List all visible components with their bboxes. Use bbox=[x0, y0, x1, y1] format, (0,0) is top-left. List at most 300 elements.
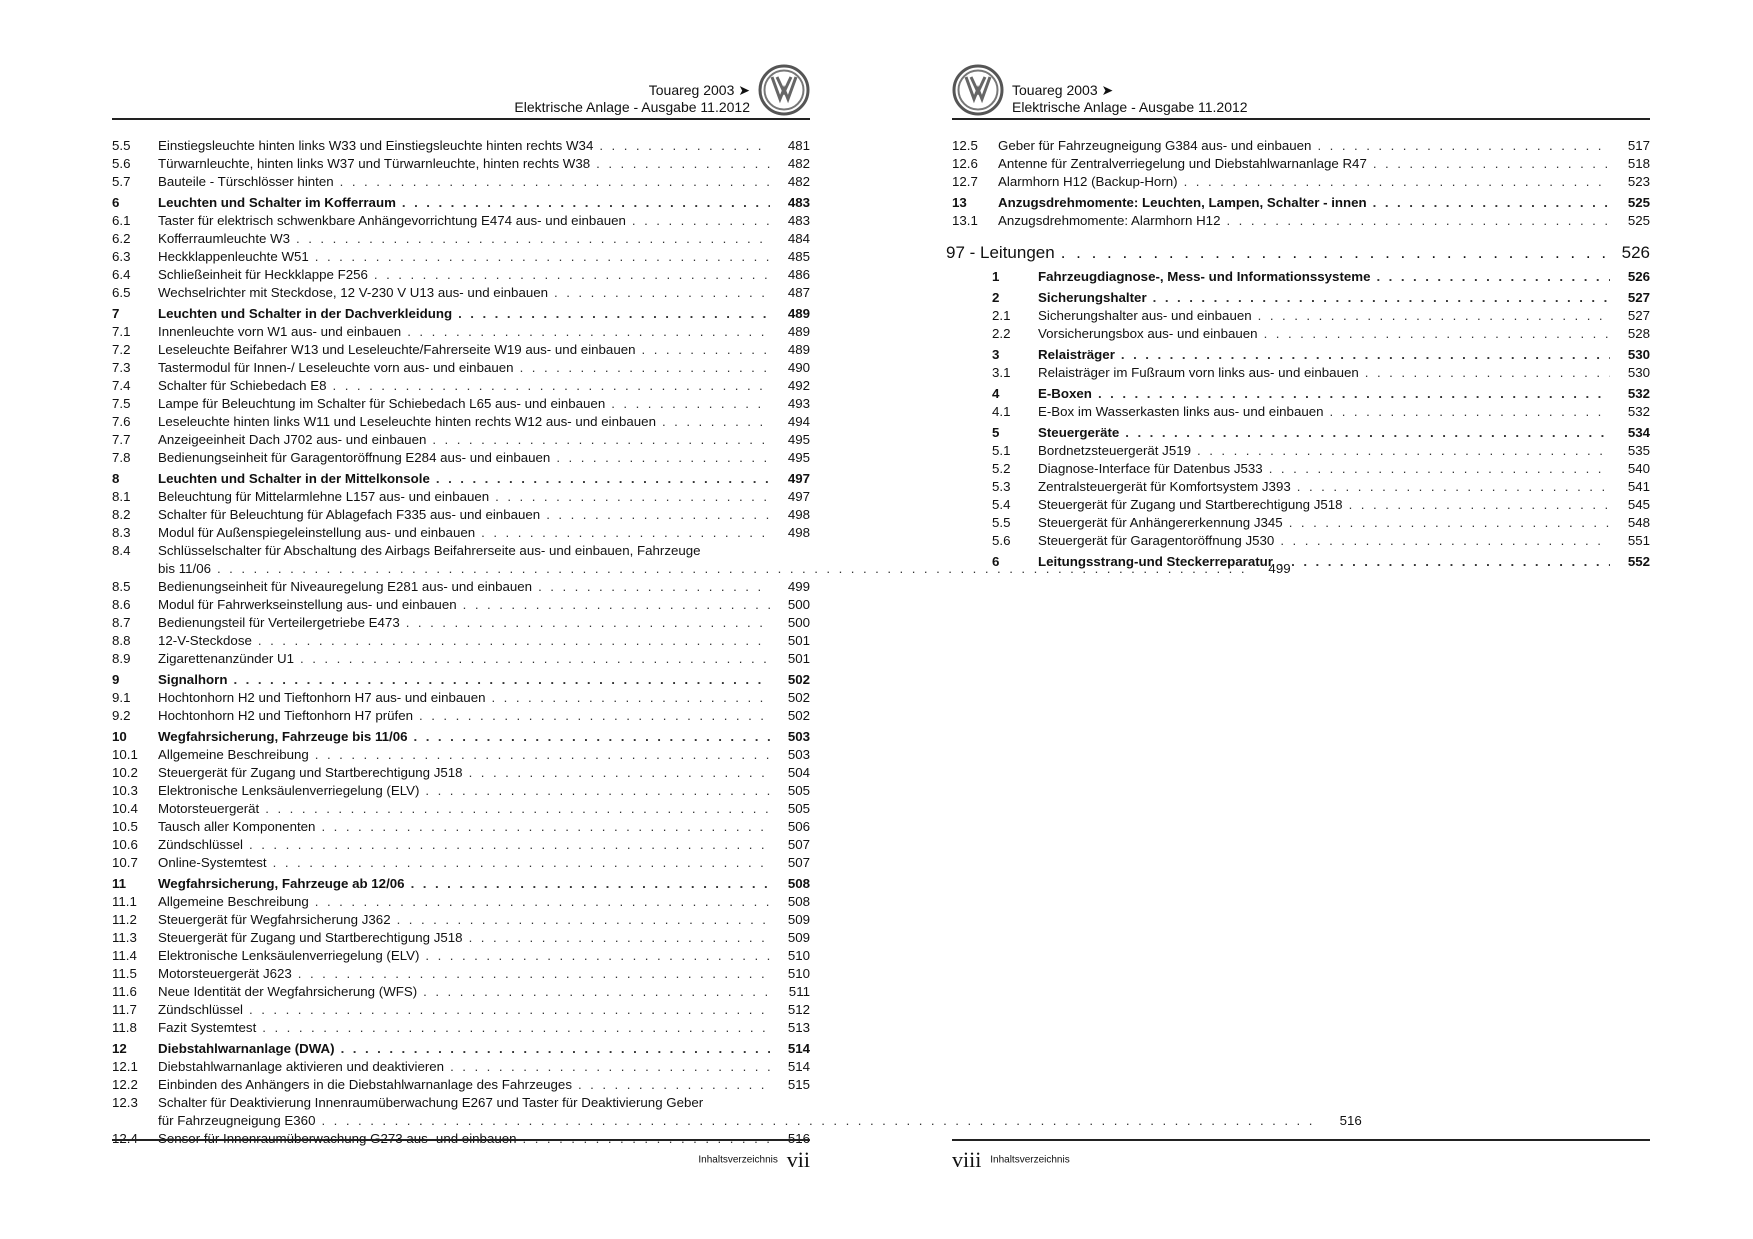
entry-number: 8.6 bbox=[112, 597, 131, 612]
entry-number: 13.1 bbox=[952, 213, 978, 228]
entry-number: 11.2 bbox=[112, 912, 137, 927]
entry-title: 12-V-Steckdose bbox=[158, 633, 252, 648]
entry-number: 11.4 bbox=[112, 948, 137, 963]
entry-text bbox=[158, 764, 770, 782]
entry-number: 7.7 bbox=[112, 432, 131, 447]
entry-number: 4.1 bbox=[992, 404, 1011, 419]
entry-title: Anzugsdrehmomente: Alarmhorn H12 bbox=[998, 213, 1221, 228]
entry-page: 528 bbox=[1627, 326, 1650, 341]
entry-title: Antenne für Zentralverriegelung und Diebstahlwarnanlage R47 bbox=[998, 156, 1367, 171]
entry-title: Allgemeine Beschreibung bbox=[158, 894, 309, 909]
toc-section-entry[interactable] bbox=[112, 875, 810, 893]
chapter-page: 526 bbox=[1621, 243, 1650, 262]
dot-leader bbox=[423, 983, 770, 1001]
entry-page: 505 bbox=[787, 801, 810, 816]
toc-entry[interactable] bbox=[112, 449, 810, 467]
entry-number: 3 bbox=[992, 347, 1000, 362]
entry-text bbox=[158, 707, 770, 725]
entry-page: 483 bbox=[787, 195, 810, 210]
entry-title: Steuergeräte bbox=[1038, 425, 1120, 440]
header-subtitle: Elektrische Anlage - Ausgabe 11.2012 bbox=[514, 99, 750, 115]
toc-entry[interactable] bbox=[112, 248, 810, 266]
entry-text bbox=[158, 194, 770, 212]
dot-leader bbox=[546, 506, 770, 524]
entry-title: Tausch aller Komponenten bbox=[158, 819, 316, 834]
entry-number: 11.3 bbox=[112, 930, 137, 945]
entry-page: 516 bbox=[1339, 1113, 1362, 1128]
entry-number: 7.3 bbox=[112, 360, 131, 375]
entry-title: Schalter für Deaktivierung Innenraumüberwachung E267 und Taster für Deaktivierung Geber bbox=[158, 1095, 704, 1110]
entry-text bbox=[158, 359, 770, 377]
entry-text bbox=[158, 377, 770, 395]
entry-text bbox=[1038, 424, 1610, 442]
entry-text bbox=[158, 911, 770, 929]
entry-number: 8.2 bbox=[112, 507, 131, 522]
entry-title: Bedienungseinheit für Niveauregelung E281 aus- und einbauen bbox=[158, 579, 533, 594]
toc-entry[interactable] bbox=[112, 431, 810, 449]
toc-entry[interactable] bbox=[112, 137, 810, 155]
entry-title: Geber für Fahrzeugneigung G384 aus- und einbauen bbox=[998, 138, 1312, 153]
entry-text bbox=[1038, 364, 1610, 382]
entry-title: Online-Systemtest bbox=[158, 855, 267, 870]
entry-number: 12.7 bbox=[952, 174, 978, 189]
toc-entry[interactable] bbox=[952, 173, 1650, 191]
toc-entry[interactable] bbox=[112, 818, 810, 836]
entry-page: 530 bbox=[1627, 347, 1650, 362]
toc-entry[interactable] bbox=[112, 506, 810, 524]
entry-page: 516 bbox=[787, 1131, 810, 1146]
dot-leader bbox=[296, 230, 770, 248]
dot-leader bbox=[1289, 514, 1610, 532]
entry-number: 11.1 bbox=[112, 894, 137, 909]
entry-page: 510 bbox=[787, 966, 810, 981]
toc-entry[interactable] bbox=[112, 173, 810, 191]
toc-entry[interactable] bbox=[112, 707, 810, 725]
entry-title: Beleuchtung für Mittelarmlehne L157 aus- und einbauen bbox=[158, 489, 490, 504]
dot-leader bbox=[436, 470, 770, 488]
entry-text bbox=[158, 137, 770, 155]
entry-title: Taster für elektrisch schwenkbare Anhängevorrichtung E474 aus- und einbauen bbox=[158, 213, 626, 228]
toc-section-entry[interactable] bbox=[952, 346, 1650, 364]
entry-number: 7.6 bbox=[112, 414, 131, 429]
dot-leader bbox=[1197, 442, 1610, 460]
toc-section-entry[interactable] bbox=[952, 194, 1650, 212]
toc-entry[interactable] bbox=[952, 532, 1650, 550]
entry-text bbox=[158, 632, 770, 650]
footer-page-number: viii bbox=[952, 1147, 982, 1172]
toc-entry[interactable] bbox=[112, 650, 810, 668]
toc-entry[interactable] bbox=[952, 478, 1650, 496]
toc-entry[interactable] bbox=[952, 460, 1650, 478]
entry-number: 7 bbox=[112, 306, 120, 321]
entry-title: Türwarnleuchte, hinten links W37 und Türwarnleuchte, hinten rechts W38 bbox=[158, 156, 591, 171]
entry-number: 5.6 bbox=[992, 533, 1011, 548]
entry-number: 9 bbox=[112, 672, 120, 687]
dot-leader bbox=[1279, 553, 1610, 571]
entry-title: Einstiegsleuchte hinten links W33 und Einstiegsleuchte hinten rechts W34 bbox=[158, 138, 594, 153]
toc-entry[interactable] bbox=[952, 155, 1650, 173]
entry-number: 11.7 bbox=[112, 1002, 137, 1017]
toc-entry[interactable] bbox=[112, 1001, 810, 1019]
entry-text bbox=[158, 341, 770, 359]
entry-title: Leuchten und Schalter in der Dachverkleidung bbox=[158, 306, 453, 321]
entry-page: 502 bbox=[787, 672, 810, 687]
entry-number: 6 bbox=[992, 554, 1000, 569]
dot-leader bbox=[298, 965, 770, 983]
dot-leader bbox=[333, 377, 770, 395]
entry-page: 499 bbox=[1268, 561, 1291, 576]
toc-section-entry[interactable] bbox=[952, 385, 1650, 403]
dot-leader bbox=[258, 632, 770, 650]
entry-number: 8.7 bbox=[112, 615, 131, 630]
entry-text bbox=[158, 965, 770, 983]
toc-entry[interactable] bbox=[952, 325, 1650, 343]
entry-title: Wechselrichter mit Steckdose, 12 V-230 V U13 aus- und einbauen bbox=[158, 285, 549, 300]
toc-entry[interactable] bbox=[112, 614, 810, 632]
toc-section-entry[interactable] bbox=[112, 728, 810, 746]
entry-page: 545 bbox=[1627, 497, 1650, 512]
entry-text bbox=[1038, 496, 1610, 514]
toc-entry[interactable] bbox=[112, 965, 810, 983]
toc-entry[interactable] bbox=[952, 442, 1650, 460]
entry-number: 1 bbox=[992, 269, 1000, 284]
toc-entry[interactable] bbox=[112, 929, 810, 947]
dot-leader bbox=[538, 578, 770, 596]
entry-text bbox=[998, 173, 1610, 191]
toc-entry[interactable] bbox=[112, 266, 810, 284]
toc-section-entry[interactable] bbox=[952, 268, 1650, 286]
entry-number: 6 bbox=[112, 195, 120, 210]
toc-entry[interactable] bbox=[112, 155, 810, 173]
toc-entry[interactable] bbox=[112, 212, 810, 230]
toc-entry[interactable] bbox=[112, 800, 810, 818]
entry-number: 11.5 bbox=[112, 966, 137, 981]
toc-section-top bbox=[952, 137, 1650, 230]
dot-leader bbox=[469, 929, 770, 947]
entry-text bbox=[158, 506, 770, 524]
entry-title: Bedienungseinheit für Garagentoröffnung E284 aus- und einbauen bbox=[158, 450, 551, 465]
toc-entry[interactable] bbox=[952, 364, 1650, 382]
toc-section-entry[interactable] bbox=[952, 289, 1650, 307]
entry-number: 10.5 bbox=[112, 819, 138, 834]
toc-section-chapter bbox=[952, 268, 1650, 571]
toc-entry[interactable] bbox=[952, 137, 1650, 155]
dot-leader bbox=[520, 359, 770, 377]
entry-number: 2 bbox=[992, 290, 1000, 305]
dot-leader bbox=[556, 449, 770, 467]
entry-text bbox=[158, 614, 770, 632]
dot-leader bbox=[411, 875, 770, 893]
toc-entry[interactable] bbox=[112, 1058, 810, 1076]
toc-entry[interactable] bbox=[112, 341, 810, 359]
entry-number: 6.1 bbox=[112, 213, 131, 228]
toc-entry[interactable] bbox=[112, 488, 810, 506]
entry-page: 518 bbox=[1627, 156, 1650, 171]
entry-title: Steuergerät für Zugang und Startberechtigung J518 bbox=[1038, 497, 1343, 512]
toc-entry[interactable] bbox=[112, 746, 810, 764]
dot-leader bbox=[491, 689, 770, 707]
entry-number: 10.6 bbox=[112, 837, 138, 852]
entry-text bbox=[998, 137, 1610, 155]
entry-number: 5.6 bbox=[112, 156, 131, 171]
entry-title: Einbinden des Anhängers in die Diebstahlwarnanlage des Fahrzeuges bbox=[158, 1077, 572, 1092]
dot-leader bbox=[425, 947, 770, 965]
dot-leader bbox=[1226, 212, 1610, 230]
footer-rule bbox=[112, 1139, 810, 1141]
toc-chapter-entry[interactable] bbox=[946, 242, 1650, 264]
dot-leader bbox=[1264, 325, 1610, 343]
entry-number: 7.5 bbox=[112, 396, 131, 411]
toc-entry[interactable] bbox=[112, 983, 810, 1001]
entry-title: Hochtonhorn H2 und Tieftonhorn H7 prüfen bbox=[158, 708, 414, 723]
entry-text bbox=[158, 413, 770, 431]
entry-page: 548 bbox=[1627, 515, 1650, 530]
toc-list-right bbox=[946, 137, 1650, 571]
entry-page: 509 bbox=[787, 930, 810, 945]
dot-leader bbox=[1376, 268, 1610, 286]
entry-number: 12.5 bbox=[952, 138, 978, 153]
footer-page-number: vii bbox=[786, 1147, 810, 1172]
page-footer bbox=[698, 1147, 810, 1173]
entry-title: Motorsteuergerät bbox=[158, 801, 260, 816]
entry-number: 5.5 bbox=[992, 515, 1011, 530]
entry-page: 493 bbox=[787, 396, 810, 411]
entry-page: 552 bbox=[1627, 554, 1650, 569]
dot-leader bbox=[414, 728, 770, 746]
entry-page: 489 bbox=[787, 342, 810, 357]
entry-page: 502 bbox=[787, 690, 810, 705]
entry-text bbox=[1038, 325, 1610, 343]
vw-logo-icon bbox=[758, 64, 810, 116]
entry-number: 12.6 bbox=[952, 156, 978, 171]
entry-page: 487 bbox=[787, 285, 810, 300]
toc-section-entry[interactable] bbox=[952, 424, 1650, 442]
entry-page: 485 bbox=[787, 249, 810, 264]
entry-page: 508 bbox=[787, 894, 810, 909]
entry-page: 551 bbox=[1627, 533, 1650, 548]
entry-page: 535 bbox=[1627, 443, 1650, 458]
entry-title: Wegfahrsicherung, Fahrzeuge ab 12/06 bbox=[158, 876, 405, 891]
toc-entry[interactable] bbox=[112, 854, 810, 872]
dot-leader bbox=[596, 155, 770, 173]
toc-section-entry[interactable] bbox=[112, 1040, 810, 1058]
entry-text bbox=[1038, 478, 1610, 496]
header-title bbox=[1012, 82, 1248, 116]
entry-number: 12.2 bbox=[112, 1077, 138, 1092]
entry-text bbox=[158, 266, 770, 284]
entry-text bbox=[158, 1040, 770, 1058]
entry-title: Diebstahlwarnanlage aktivieren und deaktivieren bbox=[158, 1059, 445, 1074]
entry-number: 10.3 bbox=[112, 783, 138, 798]
toc-section-entry[interactable] bbox=[112, 194, 810, 212]
entry-title: Diagnose-Interface für Datenbus J533 bbox=[1038, 461, 1263, 476]
entry-page: 495 bbox=[787, 450, 810, 465]
footer-label: Inhaltsverzeichnis bbox=[698, 1154, 778, 1166]
entry-number: 10.2 bbox=[112, 765, 138, 780]
toc-entry[interactable] bbox=[112, 947, 810, 965]
dot-leader bbox=[1280, 532, 1610, 550]
toc-entry[interactable] bbox=[112, 911, 810, 929]
dot-leader bbox=[341, 1040, 770, 1058]
entry-page: 515 bbox=[787, 1077, 810, 1092]
entry-text bbox=[158, 1019, 770, 1037]
dot-leader bbox=[300, 650, 770, 668]
toc-entry[interactable] bbox=[112, 395, 810, 413]
page-footer bbox=[952, 1147, 1070, 1173]
entry-title: Bordnetzsteuergerät J519 bbox=[1038, 443, 1192, 458]
toc-entry[interactable] bbox=[112, 893, 810, 911]
toc-entry[interactable] bbox=[112, 596, 810, 614]
toc-entry[interactable] bbox=[112, 782, 810, 800]
entry-number: 13 bbox=[952, 195, 967, 210]
entry-page: 492 bbox=[787, 378, 810, 393]
toc-entry[interactable] bbox=[112, 764, 810, 782]
entry-title: Zigarettenanzünder U1 bbox=[158, 651, 295, 666]
entry-text bbox=[158, 173, 770, 191]
entry-page: 495 bbox=[787, 432, 810, 447]
toc-entry[interactable] bbox=[112, 1019, 810, 1037]
toc-entry[interactable] bbox=[952, 403, 1650, 421]
dot-leader bbox=[1365, 364, 1610, 382]
toc-entry[interactable] bbox=[112, 230, 810, 248]
dot-leader bbox=[407, 323, 770, 341]
entry-number: 10.1 bbox=[112, 747, 138, 762]
entry-page: 489 bbox=[787, 324, 810, 339]
entry-title: Steuergerät für Zugang und Startberechtigung J518 bbox=[158, 930, 463, 945]
toc-entry[interactable] bbox=[112, 413, 810, 431]
entry-text bbox=[158, 983, 770, 1001]
chapter-title: 97 - Leitungen bbox=[946, 243, 1055, 262]
entry-title: Diebstahlwarnanlage (DWA) bbox=[158, 1041, 335, 1056]
entry-number: 5.1 bbox=[992, 443, 1011, 458]
entry-text bbox=[158, 746, 770, 764]
entry-number: 5.7 bbox=[112, 174, 131, 189]
toc-section-entry[interactable] bbox=[112, 470, 810, 488]
entry-title: Kofferraumleuchte W3 bbox=[158, 231, 291, 246]
entry-number: 5.5 bbox=[112, 138, 131, 153]
entry-page: 489 bbox=[787, 306, 810, 321]
entry-number: 9.1 bbox=[112, 690, 131, 705]
toc-entry[interactable] bbox=[952, 307, 1650, 325]
entry-number: 2.1 bbox=[992, 308, 1011, 323]
entry-number: 9.2 bbox=[112, 708, 131, 723]
toc-entry[interactable] bbox=[112, 632, 810, 650]
page-header bbox=[952, 64, 1650, 120]
entry-text bbox=[1038, 532, 1610, 550]
toc-entry[interactable] bbox=[952, 496, 1650, 514]
entry-text bbox=[998, 212, 1610, 230]
entry-title: Relaisträger im Fußraum vorn links aus- und einbauen bbox=[1038, 365, 1359, 380]
entry-number: 5 bbox=[992, 425, 1000, 440]
entry-number: 6.3 bbox=[112, 249, 131, 264]
toc-entry[interactable] bbox=[112, 836, 810, 854]
entry-text bbox=[158, 155, 770, 173]
entry-number: 12.4 bbox=[112, 1131, 138, 1146]
entry-title: Heckklappenleuchte W51 bbox=[158, 249, 309, 264]
entry-number: 8.1 bbox=[112, 489, 131, 504]
toc-entry[interactable] bbox=[112, 578, 810, 596]
entry-title: Schalter für Beleuchtung für Ablagefach F335 aus- und einbauen bbox=[158, 507, 541, 522]
entry-number: 6.2 bbox=[112, 231, 131, 246]
entry-page: 486 bbox=[787, 267, 810, 282]
entry-page: 512 bbox=[787, 1002, 810, 1017]
toc-entry[interactable] bbox=[112, 524, 810, 542]
entry-text bbox=[1038, 460, 1610, 478]
entry-title: Steuergerät für Wegfahrsicherung J362 bbox=[158, 912, 391, 927]
entry-page: 501 bbox=[787, 633, 810, 648]
toc-entry[interactable] bbox=[112, 689, 810, 707]
header-subtitle: Elektrische Anlage - Ausgabe 11.2012 bbox=[1012, 99, 1248, 115]
toc-entry[interactable] bbox=[112, 359, 810, 377]
entry-number: 7.1 bbox=[112, 324, 131, 339]
dot-leader bbox=[315, 893, 770, 911]
entry-number: 12 bbox=[112, 1041, 127, 1056]
entry-number: 5.2 bbox=[992, 461, 1011, 476]
entry-number: 2.2 bbox=[992, 326, 1011, 341]
entry-page: 527 bbox=[1627, 290, 1650, 305]
entry-text bbox=[1038, 268, 1610, 286]
entry-text bbox=[1038, 403, 1610, 421]
entry-page: 498 bbox=[787, 525, 810, 540]
entry-text bbox=[158, 578, 770, 596]
dot-leader bbox=[315, 746, 770, 764]
toc-entry[interactable] bbox=[112, 284, 810, 302]
toc-entry[interactable] bbox=[112, 377, 810, 395]
entry-title: Steuergerät für Zugang und Startberechtigung J518 bbox=[158, 765, 463, 780]
entry-text bbox=[158, 596, 770, 614]
entry-text bbox=[158, 284, 770, 302]
toc-entry[interactable] bbox=[112, 1076, 810, 1094]
toc-section-entry[interactable] bbox=[952, 553, 1650, 571]
entry-title: Schlüsselschalter für Abschaltung des Airbags Beifahrerseite aus- und einbauen, Fahrzeuge bbox=[158, 543, 701, 558]
entry-title: Fazit Systemtest bbox=[158, 1020, 257, 1035]
right-page bbox=[946, 0, 1650, 1239]
entry-text bbox=[158, 728, 770, 746]
entry-title: Zündschlüssel bbox=[158, 1002, 243, 1017]
entry-title: Vorsicherungsbox aus- und einbauen bbox=[1038, 326, 1258, 341]
entry-number: 5.3 bbox=[992, 479, 1011, 494]
entry-title: Alarmhorn H12 (Backup-Horn) bbox=[998, 174, 1178, 189]
toc-entry[interactable] bbox=[952, 514, 1650, 532]
entry-number: 8.4 bbox=[112, 543, 131, 558]
dot-leader bbox=[1153, 289, 1610, 307]
entry-page: 503 bbox=[787, 729, 810, 744]
entry-page: 494 bbox=[787, 414, 810, 429]
entry-page: 527 bbox=[1627, 308, 1650, 323]
toc-entry[interactable] bbox=[112, 323, 810, 341]
entry-page: 505 bbox=[787, 783, 810, 798]
header-title bbox=[514, 82, 750, 116]
toc-section-entry[interactable] bbox=[112, 305, 810, 323]
vw-logo-icon bbox=[952, 64, 1004, 116]
entry-text bbox=[158, 1076, 770, 1094]
toc-section-entry[interactable] bbox=[112, 671, 810, 689]
dot-leader bbox=[1330, 403, 1610, 421]
toc-entry[interactable] bbox=[952, 212, 1650, 230]
entry-page: 532 bbox=[1627, 386, 1650, 401]
entry-number: 3.1 bbox=[992, 365, 1011, 380]
dot-leader bbox=[599, 137, 770, 155]
toc-entry[interactable] bbox=[112, 1094, 1362, 1130]
entry-page: 507 bbox=[787, 837, 810, 852]
dot-leader bbox=[1317, 137, 1610, 155]
entry-text bbox=[158, 248, 770, 266]
header-model: Touareg 2003 ➤ bbox=[648, 82, 750, 98]
entry-number: 12.1 bbox=[112, 1059, 138, 1074]
dot-leader bbox=[321, 818, 770, 836]
entry-text bbox=[158, 650, 770, 668]
entry-number: 12.3 bbox=[112, 1095, 138, 1110]
